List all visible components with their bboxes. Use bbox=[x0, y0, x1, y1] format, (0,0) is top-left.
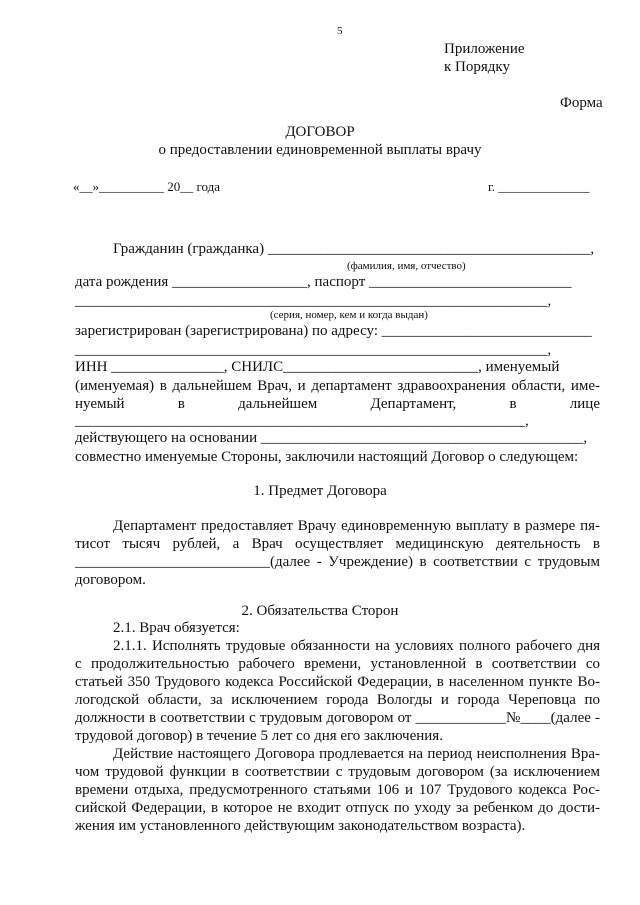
department-definition-line: нуемый в дальнейшем Департамент, в лице bbox=[75, 396, 600, 412]
section-1-line-3: __________________________(далее - Учреждение) в соответствии с трудовым bbox=[75, 554, 600, 570]
section-1-line-2: тисот тысяч рублей, а Врач осуществляет медицинскую деятельность в bbox=[75, 536, 600, 552]
representative-line: ____________________________________________________________, bbox=[75, 413, 529, 429]
section-2-heading: 2. Обязательства Сторон bbox=[241, 603, 399, 619]
clause-2-1-1-line-3: статьей 350 Трудового кодекса Российской Федерации, в населенном пункте Во- bbox=[75, 674, 600, 690]
clause-2-1-1-line-1: 2.1.1. Исполнять трудовые обязанности на условиях полного рабочего дня bbox=[113, 638, 600, 654]
parties-joint-line: совместно именуемые Стороны, заключили настоящий Договор о следующем: bbox=[75, 449, 579, 465]
extension-line-1: Действие настоящего Договора продлевается на период неисполнения Вра- bbox=[113, 746, 600, 762]
form-label: Форма bbox=[560, 95, 603, 111]
clause-2-1-1-line-4: логодской области, за исключением города Вологды и города Череповца по bbox=[75, 692, 600, 708]
clause-2-1: 2.1. Врач обязуется: bbox=[113, 620, 240, 636]
city-field: г. ______________ bbox=[488, 179, 590, 194]
inn-snils-line: ИНН _______________, СНИЛС__________________________, именуемый bbox=[75, 359, 560, 375]
extension-line-5: жения им установленного действующим законодательством возраста). bbox=[75, 818, 526, 834]
extension-line-2: чом трудовой функции в соответствии с трудовым договором (за исключением bbox=[75, 764, 600, 780]
document-title: ДОГОВОР bbox=[285, 124, 355, 140]
address-continuation-line: _______________________________________________________________, bbox=[75, 342, 552, 358]
extension-line-4: сийской Федерации, в которое не входит отпуск по уходу за ребенком до дости- bbox=[75, 800, 600, 816]
date-field: «__»__________ 20__ года bbox=[73, 179, 221, 194]
extension-line-3: времени отдыха, предусмотренного статьями 106 и 107 Трудового кодекса Рос- bbox=[75, 782, 600, 798]
passport-hint: (серия, номер, кем и когда выдан) bbox=[270, 309, 428, 321]
passport-details-line: _______________________________________________________________, bbox=[75, 293, 552, 309]
document-subtitle: о предоставлении единовременной выплаты врачу bbox=[158, 142, 482, 158]
basis-line: действующего на основании ___________________________________________, bbox=[75, 430, 588, 446]
appendix-line-1: Приложение bbox=[444, 41, 525, 57]
appendix-line-2: к Порядку bbox=[444, 59, 510, 75]
clause-2-1-1-line-2: с продолжительностью рабочего времени, установленной в соответствии со bbox=[75, 656, 600, 672]
section-1-heading: 1. Предмет Договора bbox=[253, 483, 387, 499]
citizen-line: Гражданин (гражданка) ___________________________________________, bbox=[113, 241, 595, 257]
birth-passport-line: дата рождения __________________, паспорт ___________________________ bbox=[75, 274, 572, 290]
citizen-hint: (фамилия, имя, отчество) bbox=[347, 260, 466, 272]
page-number: 5 bbox=[337, 25, 343, 37]
clause-2-1-1-line-5: должности в соответствии с трудовым договором от ____________№____(далее - bbox=[75, 710, 600, 726]
section-1-line-4: договором. bbox=[75, 572, 146, 588]
address-line: зарегистрирован (зарегистрирована) по адресу: ____________________________ bbox=[75, 323, 592, 339]
doctor-definition-line: (именуемая) в дальнейшем Врач, и департамент здравоохранения области, име- bbox=[75, 378, 600, 394]
section-1-line-1: Департамент предоставляет Врачу единовременную выплату в размере пя- bbox=[113, 518, 600, 534]
clause-2-1-1-line-6: трудовой договор) в течение 5 лет со дня его заключения. bbox=[75, 728, 443, 744]
